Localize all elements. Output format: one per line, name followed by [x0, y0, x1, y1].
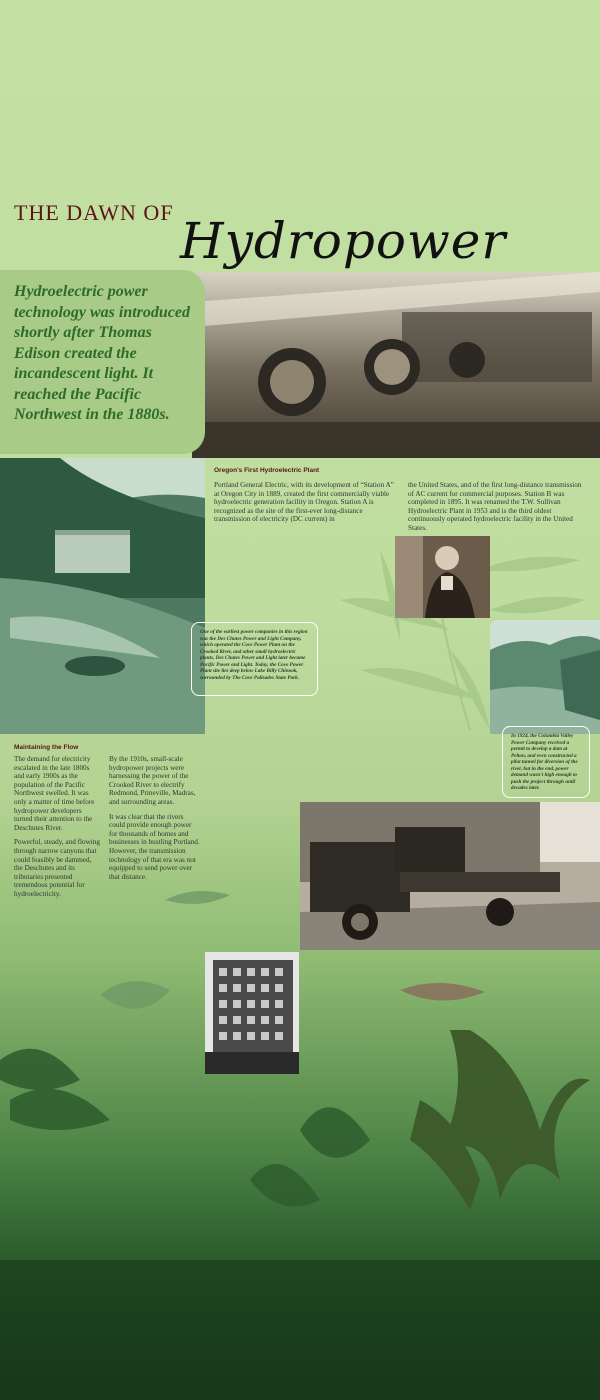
cove-power-caption: One of the earliest power companies in this region was the Des Chutes Power and Light Company, which operated the Cove Power Plant on the Crooked River, and other small hydroelectric plants. Des Chutes Power and Light later became Pacific Power and Light. Today, the Cove Power Plant site lies deep below Lake Billy Chinook, surrounded by The Cove Palisades State Park.: [191, 622, 318, 696]
title-line1: THE DAWN OF: [14, 200, 174, 225]
maintaining-col2-p1: By the 1910s, small-scale hydropower projects were harnessing the power of the Crooked River to electrify Redmond, Prineville, Madras, and surrounding areas.: [109, 755, 196, 806]
oregon-col2: the United States, and of the first long-distance transmission of AC current for commercial purposes. Station B was completed in 1895. It was renamed the T.W. Sullivan Hydroelectric Plant in 1953 and is the third oldest continuously operated hydroelectric facility in the United States.: [408, 481, 582, 532]
maintaining-col1-p1: The demand for electricity escalated in the late 1800s and early 1900s as the population of the Pacific Northwest swelled. It was only a matter of time before hydropower developers turned their attention to the Deschutes River.: [14, 755, 95, 832]
canyon-dam-site-photo: [490, 620, 600, 734]
edison-portrait-photo: [395, 536, 490, 618]
river-powerhouse-photo: [0, 458, 205, 734]
pelton-dam-caption: In 1924, the Columbia Valley Power Company received a permit to develop a dam at Pelton, and even constructed a pilot tunnel for diversion of the river, but in the end, power demand wasn't high enough to push the project through until decades later.: [502, 726, 590, 798]
oregon-col1: Portland General Electric, with its development of “Station A” at Oregon City in 1889, created the first commercially viable hydroelectric generation facility in Oregon. Station A is recognized as the site of the first-ever long-distance transmission of electricity (DC current) in: [214, 481, 394, 524]
maintaining-col2: [109, 755, 201, 887]
intro-text: Hydroelectric power technology was introduced shortly after Thomas Edison created the incandescent light. It reached the Pacific Northwest in the 1880s.: [14, 283, 191, 423]
maintaining-col1-p2: Powerful, steady, and flowing through narrow canyons that could feasibly be dammed, the Deschutes and its tributaries presented tremendous potential for hydroelectricity.: [14, 838, 100, 898]
title-line2: Hydropower: [180, 212, 507, 270]
generator-room-photo: [192, 272, 600, 458]
maintaining-col2-p2: It was clear that the rivers could provide enough power for thousands of homes and businesses in bustling Portland. However, the transmission technology of that era was not equipped to send power over that distance.: [109, 812, 200, 881]
underwater-fish-plants-decoration: [0, 880, 600, 1400]
oregon-heading: Oregon's First Hydroelectric Plant: [214, 467, 320, 474]
intro-box: [0, 270, 205, 454]
maintaining-heading: Maintaining the Flow: [14, 744, 79, 751]
